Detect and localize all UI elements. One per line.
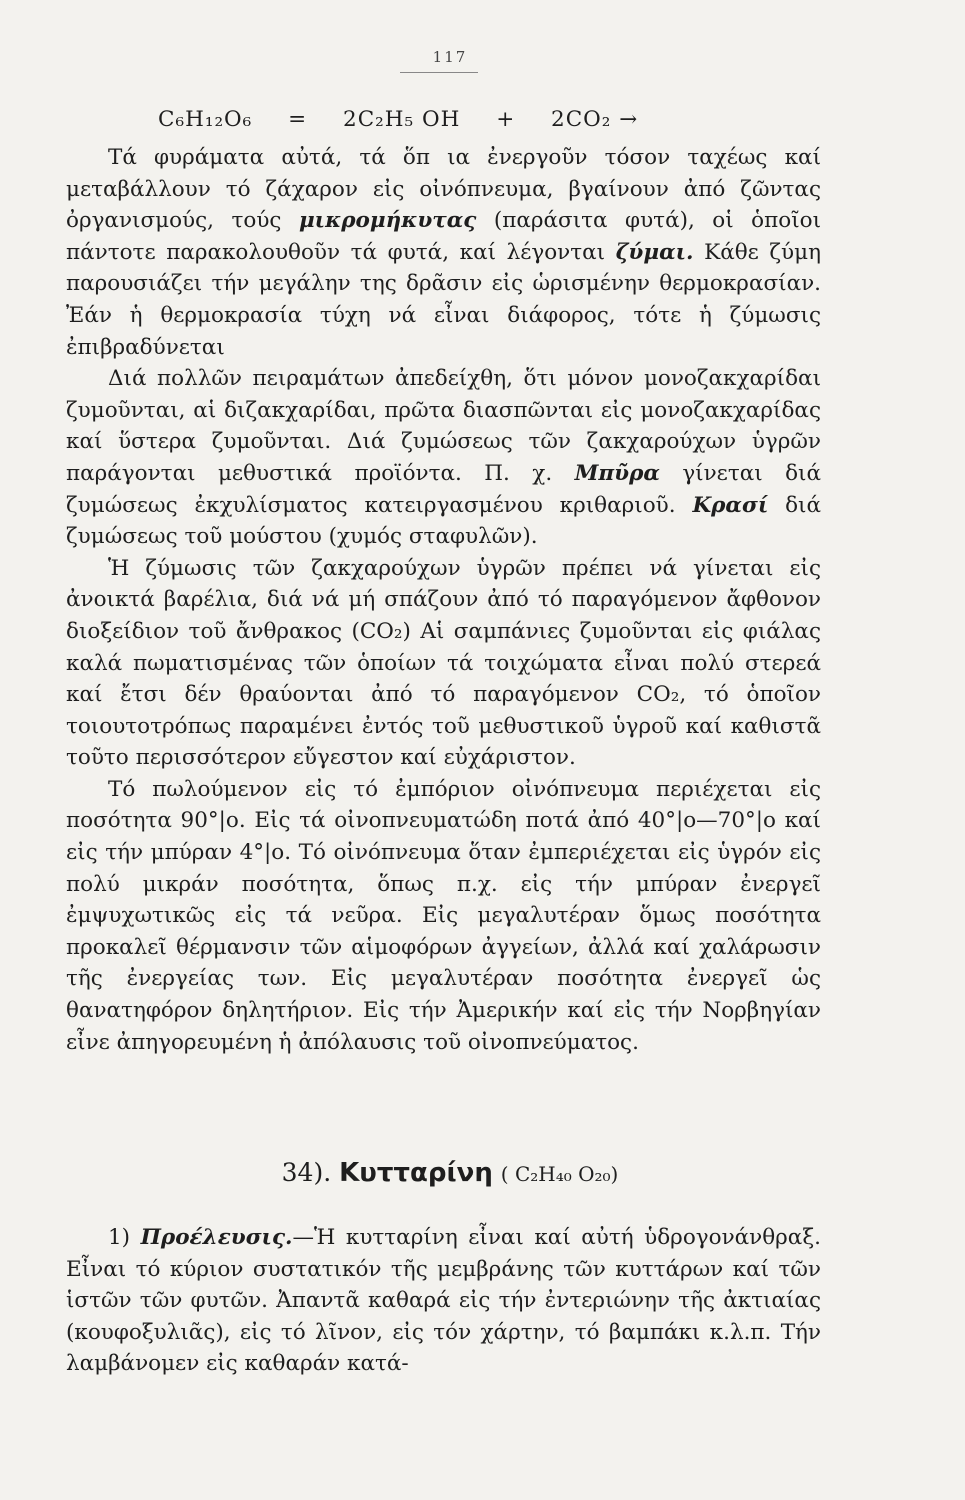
body-text-main [66, 142, 821, 1058]
section-title: Κυτταρίνη [339, 1158, 493, 1188]
equation-product-ethanol: 2C₂H₅ OH [343, 107, 461, 132]
section-heading-cellulose [0, 1158, 900, 1188]
equation-equals: = [288, 107, 308, 132]
equation-product-co2: 2CO₂ → [551, 107, 639, 132]
paragraph-alcohol-content: Τό πωλούμενον εἰς τό ἐμπόριον οἰνόπνευμα περιέχεται εἰς ποσότητα 90°|ο. Εἰς τά οἰνοπνευματώδη ποτά ἀπό 40°|ο—70°|ο καί εἰς τήν μπύραν 4°|ο. Τό οἰνόπνευμα ὅταν ἐμπεριέχεται εἰς ὑγρόν εἰς πολύ μικράν ποσότητα, ὅπως π.χ. εἰς τήν μπύραν ἐνεργεῖ ἐμψυχωτικῶς εἰς τά νεῦρα. Εἰς μεγαλυτέραν ὅμως ποσότητα προκαλεῖ θέρμανσιν τῶν αἱμοφόρων ἀγγείων, ἀλλά καί χαλάρωσιν τῆς ἐνεργείας των. Εἰς μεγαλυτέραν ποσότητα ἐνεργεῖ ὡς θανατηφόρον δηλητήριον. Εἰς τήν Ἀμερικήν καί εἰς τήν Νορβηγίαν εἶνε ἀπηγορευμένη ἡ ἀπόλαυσις τοῦ οἰνοπνεύματος. [66, 776, 821, 1055]
section-number: 34). [281, 1158, 332, 1187]
term-wine: Κρασί [692, 492, 769, 518]
term-proeleusis: Προέλευσις. [140, 1225, 293, 1250]
body-text-cellulose [66, 1222, 821, 1380]
header-rule [400, 72, 478, 73]
section-formula: ( C₂H₄₀ O₂₀) [500, 1162, 619, 1186]
paragraph-origin: 1) Προέλευσις.—Ἡ κυτταρίνη εἶναι καί αὐτή ὑδρογονάνθραξ. Εἶναι τό κύριον συστατικόν τῆς μεμβράνης τῶν κυττάρων καί τῶν ἱστῶν τῶν φυτῶν. Ἀπαντᾶ καθαρά εἰς τήν ἐντεριώνην τῆς ἀκτιαίας (κουφοξυλιᾶς), εἰς τό λῖνον, εἰς τόν χάρτην, τό βαμπάκι κ.λ.π. Τήν λαμβάνομεν εἰς καθαράν κατά- [66, 1225, 822, 1377]
term-micromykites: μικρομήκυτας [298, 208, 477, 234]
paragraph-enzymes: Τά φυράματα αὐτά, τά ὅπ ια ἐνεργοῦν τόσον ταχέως καί μεταβάλλουν τό ζάχαρον εἰς οἰνόπνευμα, βγαίνουν ἀπό ζῶντας ὀργανισμούς, τούς μικρομήκυτας (παράσιτα φυτά), οἱ ὁποῖοι πάντοτε παρακολουθοῦν τά φυτά, καί λέγονται ζύμαι. Κάθε ζύμη παρουσιάζει τήν μεγάλην της δρᾶσιν εἰς ὡρισμένην θερμοκρασίαν. Ἐάν ἡ θερμοκρασία τύχη νά εἶναι διάφορος, τότε ἡ ζύμωσις ἐπιβραδύνεται [66, 145, 821, 360]
equation-lhs: C₆H₁₂O₆ [158, 107, 253, 132]
page-number: 117 [432, 48, 468, 66]
paragraph-barrels: Ἡ ζύμωσις τῶν ζακχαρούχων ὑγρῶν πρέπει νά γίνεται εἰς ἀνοικτά βαρέλια, διά νά μή σπάζουν ἀπό τό παραγόμενον ἄφθονον διοξείδιον τοῦ ἄνθρακος (CO₂) Αἱ σαμπάνιες ζυμοῦνται εἰς φιάλας καλά πωματισμένας τῶν ὁποίων τά τοιχώματα εἶναι πολύ στερεά καί ἔτσι δέν θραύονται ἀπό τό παραγόμενον CO₂, τό ὁποῖον τοιουτοτρόπως παραμένει ἐντός τοῦ μεθυστικοῦ ὑγροῦ καί καθιστᾶ τοῦτο περισσότερον εὔγεστον καί εὐχάριστον. [66, 555, 821, 771]
term-beer: Μπῦρα [574, 460, 660, 486]
equation-plus: + [496, 107, 516, 132]
paragraph-sugars: Διά πολλῶν πειραμάτων ἀπεδείχθη, ὅτι μόνον μονοζακχαρίδαι ζυμοῦνται, αἱ διζακχαρίδαι, πρῶτα διασπῶνται εἰς μονοζακχαρίδας καί ὕστερα ζυμοῦνται. Διά ζυμώσεως τῶν ζακχαρούχων ὑγρῶν παράγονται μεθυστικά προϊόντα. Π. χ. Μπῦρα γίνεται διά ζυμώσεως ἐκχυλίσματος κατειργασμένου κριθαριοῦ. Κρασί διά ζυμώσεως τοῦ μούστου (χυμός σταφυλῶν). [66, 366, 821, 550]
term-zymai: ζύμαι. [615, 239, 694, 265]
fermentation-equation [66, 104, 913, 136]
